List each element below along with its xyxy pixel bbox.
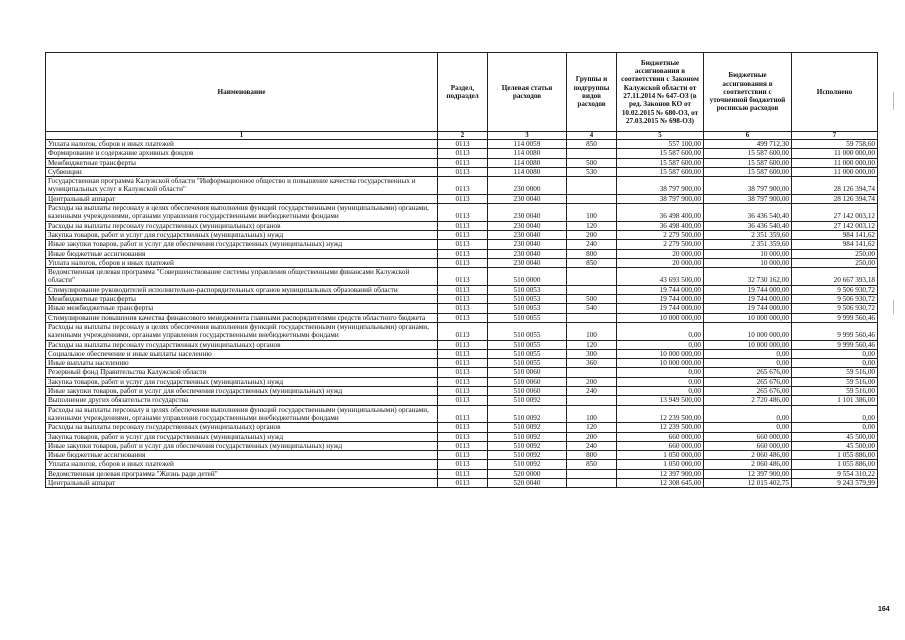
table-row	[46, 295, 878, 304]
row-budget-law: 20 000,00	[617, 249, 704, 258]
row-name: Иные закупки товаров, работ и услуг для обеспечения государственных (муниципальных) нужд	[46, 441, 438, 450]
row-target-article: 510 0092	[488, 451, 567, 460]
table-row	[46, 304, 878, 313]
row-executed: 0,00	[792, 405, 878, 423]
row-expense-group: 120	[567, 340, 617, 349]
col-num: 1	[46, 132, 438, 140]
row-target-article: 230 0040	[488, 230, 567, 239]
row-target-article: 510 0092	[488, 441, 567, 450]
row-budget-law: 36 498 400,00	[617, 204, 704, 222]
table-row	[46, 230, 878, 239]
row-budget-law: 1 050 000,00	[617, 451, 704, 460]
table-row	[46, 221, 878, 230]
table-row	[46, 313, 878, 322]
row-budget-law: 19 744 000,00	[617, 304, 704, 313]
row-expense-group: 120	[567, 423, 617, 432]
row-executed: 11 000 000,00	[792, 167, 878, 176]
row-section: 0113	[438, 177, 488, 195]
row-executed: 984 141,62	[792, 230, 878, 239]
row-budget-updated: 265 676,00	[704, 368, 792, 377]
row-section: 0113	[438, 368, 488, 377]
row-budget-updated: 2 060 486,00	[704, 451, 792, 460]
row-section: 0113	[438, 359, 488, 368]
row-expense-group	[567, 396, 617, 405]
row-executed: 28 126 394,74	[792, 194, 878, 203]
row-executed: 1 055 886,00	[792, 451, 878, 460]
row-target-article: 510 0092	[488, 405, 567, 423]
row-name: Государственная программа Калужской области "Информационное общество и повышение качества государственных и муниципальных услуг в Калужской области"	[46, 177, 438, 195]
row-target-article: 114 0080	[488, 149, 567, 158]
row-name: Иные закупки товаров, работ и услуг для обеспечения государственных (муниципальных) нужд	[46, 387, 438, 396]
row-target-article: 510 0092	[488, 423, 567, 432]
row-section: 0113	[438, 285, 488, 294]
row-budget-law: 12 308 645,00	[617, 478, 704, 487]
row-expense-group: 500	[567, 295, 617, 304]
row-budget-law: 10 000 000,00	[617, 313, 704, 322]
row-name: Иные выплаты населению	[46, 359, 438, 368]
row-target-article: 510 0055	[488, 340, 567, 349]
row-target-article: 510 0053	[488, 295, 567, 304]
row-target-article: 520 0040	[488, 478, 567, 487]
row-expense-group	[567, 478, 617, 487]
row-budget-law: 20 000,00	[617, 258, 704, 267]
row-name: Закупка товаров, работ и услуг для государственных (муниципальных) нужд	[46, 432, 438, 441]
row-budget-law: 2 279 500,00	[617, 240, 704, 249]
row-expense-group	[567, 313, 617, 322]
row-target-article: 230 0040	[488, 221, 567, 230]
row-budget-updated: 2 351 359,60	[704, 230, 792, 239]
column-number-row	[46, 132, 878, 140]
row-target-article: 510 0060	[488, 377, 567, 386]
row-executed: 9 999 560,46	[792, 340, 878, 349]
row-budget-law: 12 239 500,00	[617, 405, 704, 423]
row-budget-updated: 2 351 359,60	[704, 240, 792, 249]
row-budget-updated: 15 587 600,00	[704, 158, 792, 167]
row-section: 0113	[438, 396, 488, 405]
row-name: Социальное обеспечение и иные выплаты населению	[46, 349, 438, 358]
row-section: 0113	[438, 340, 488, 349]
row-budget-updated: 2 720 486,00	[704, 396, 792, 405]
row-executed: 59 516,00	[792, 387, 878, 396]
table-row	[46, 359, 878, 368]
row-executed: 20 667 393,18	[792, 268, 878, 286]
row-name: Выполнение других обязательств государства	[46, 396, 438, 405]
row-executed: 250,00	[792, 258, 878, 267]
row-budget-updated: 19 744 000,00	[704, 285, 792, 294]
table-row	[46, 194, 878, 203]
row-budget-law: 0,00	[617, 368, 704, 377]
row-expense-group	[567, 177, 617, 195]
row-expense-group: 200	[567, 432, 617, 441]
row-budget-updated: 660 000,00	[704, 441, 792, 450]
row-section: 0113	[438, 478, 488, 487]
table-row	[46, 396, 878, 405]
row-name: Ведомственная целевая программа "Совершенствование системы управления общественными финансами Калужской области"	[46, 268, 438, 286]
table-body	[46, 140, 878, 488]
row-budget-updated: 10 000,00	[704, 249, 792, 258]
row-budget-updated: 10 000 000,00	[704, 313, 792, 322]
row-expense-group: 850	[567, 140, 617, 149]
row-budget-updated: 38 797 900,00	[704, 177, 792, 195]
row-target-article: 230 0040	[488, 240, 567, 249]
row-target-article: 510 0092	[488, 460, 567, 469]
header-target-article: Целевая статья расходов	[488, 53, 567, 132]
header-executed: Исполнено	[792, 53, 878, 132]
row-expense-group	[567, 285, 617, 294]
row-budget-law: 660 000,00	[617, 441, 704, 450]
row-section: 0113	[438, 221, 488, 230]
row-section: 0113	[438, 387, 488, 396]
row-target-article: 114 0080	[488, 167, 567, 176]
row-name: Иные межбюджетные трансферты	[46, 304, 438, 313]
row-executed: 11 000 000,00	[792, 149, 878, 158]
row-executed: 0,00	[792, 359, 878, 368]
row-budget-updated: 36 436 540,40	[704, 204, 792, 222]
row-name: Расходы на выплаты персоналу в целях обеспечения выполнения функций государственными (муниципальными) органами, казенными учреждениями, органами управления государственными внебюджетными фондами	[46, 405, 438, 423]
row-executed: 9 554 310,22	[792, 469, 878, 478]
row-expense-group	[567, 268, 617, 286]
row-target-article: 230 0040	[488, 204, 567, 222]
row-name: Иные бюджетные ассигнования	[46, 451, 438, 460]
row-executed: 9 999 560,46	[792, 313, 878, 322]
row-expense-group: 120	[567, 221, 617, 230]
row-expense-group	[567, 469, 617, 478]
header-budget-law: Бюджетные ассигнования в соответствии с Законом Калужской области от 27.11.2014 № 647-ОЗ (в ред. Законов КО от 10.02.2015 № 680-ОЗ, от 27.03.2015 № 698-ОЗ)	[617, 53, 704, 132]
col-num: 7	[792, 132, 878, 140]
row-budget-updated: 10 000,00	[704, 258, 792, 267]
row-budget-updated: 19 744 000,00	[704, 304, 792, 313]
row-name: Закупка товаров, работ и услуг для государственных (муниципальных) нужд	[46, 230, 438, 239]
row-budget-law: 43 693 500,00	[617, 268, 704, 286]
row-budget-law: 15 587 600,00	[617, 158, 704, 167]
row-executed: 59 516,00	[792, 368, 878, 377]
table-row	[46, 405, 878, 423]
row-section: 0113	[438, 140, 488, 149]
row-name: Закупка товаров, работ и услуг для государственных (муниципальных) нужд	[46, 377, 438, 386]
row-name: Иные закупки товаров, работ и услуг для обеспечения государственных (муниципальных) нужд	[46, 240, 438, 249]
row-budget-updated: 12 015 402,75	[704, 478, 792, 487]
budget-table	[45, 52, 878, 488]
row-executed: 45 500,00	[792, 441, 878, 450]
page-number: 164	[878, 606, 890, 613]
row-budget-law: 15 587 600,00	[617, 149, 704, 158]
row-section: 0113	[438, 423, 488, 432]
row-budget-updated: 10 000 000,00	[704, 322, 792, 340]
row-budget-law: 0,00	[617, 377, 704, 386]
table-row	[46, 268, 878, 286]
row-budget-law: 0,00	[617, 322, 704, 340]
row-target-article: 510 0055	[488, 313, 567, 322]
row-executed: 59 758,60	[792, 140, 878, 149]
row-section: 0113	[438, 194, 488, 203]
row-name: Центральный аппарат	[46, 478, 438, 487]
row-budget-law: 0,00	[617, 340, 704, 349]
row-executed: 250,00	[792, 249, 878, 258]
row-expense-group: 300	[567, 349, 617, 358]
row-budget-updated: 15 587 600,00	[704, 167, 792, 176]
row-expense-group: 100	[567, 204, 617, 222]
row-section: 0113	[438, 405, 488, 423]
row-section: 0113	[438, 377, 488, 386]
row-name: Расходы на выплаты персоналу государственных (муниципальных) органов	[46, 423, 438, 432]
row-expense-group: 240	[567, 441, 617, 450]
row-target-article: 510 0055	[488, 349, 567, 358]
table-row	[46, 285, 878, 294]
table-row	[46, 204, 878, 222]
col-num: 3	[488, 132, 567, 140]
row-section: 0113	[438, 295, 488, 304]
table-row	[46, 469, 878, 478]
row-name: Уплата налогов, сборов и иных платежей	[46, 460, 438, 469]
row-executed: 9 506 930,72	[792, 304, 878, 313]
row-name: Межбюджетные трансферты	[46, 295, 438, 304]
row-target-article: 230 0040	[488, 194, 567, 203]
col-num: 4	[567, 132, 617, 140]
row-expense-group: 100	[567, 405, 617, 423]
row-name: Расходы на выплаты персоналу государственных (муниципальных) органов	[46, 221, 438, 230]
row-target-article: 510 0055	[488, 322, 567, 340]
table-row	[46, 177, 878, 195]
row-expense-group: 100	[567, 322, 617, 340]
row-expense-group	[567, 368, 617, 377]
row-expense-group: 540	[567, 304, 617, 313]
row-budget-updated: 0,00	[704, 423, 792, 432]
row-budget-updated: 660 000,00	[704, 432, 792, 441]
table-row	[46, 349, 878, 358]
table-row	[46, 441, 878, 450]
row-executed: 0,00	[792, 349, 878, 358]
row-budget-law: 36 498 400,00	[617, 221, 704, 230]
row-executed: 27 142 003,12	[792, 204, 878, 222]
row-executed: 59 516,00	[792, 377, 878, 386]
row-budget-updated: 499 712,30	[704, 140, 792, 149]
col-num: 2	[438, 132, 488, 140]
table-row	[46, 478, 878, 487]
row-name: Стимулирование повышения качества финансового менеджмента главными распорядителями средств областного бюджета	[46, 313, 438, 322]
row-section: 0113	[438, 349, 488, 358]
row-section: 0113	[438, 441, 488, 450]
budget-table-container	[45, 52, 877, 488]
row-budget-law: 12 239 500,00	[617, 423, 704, 432]
row-budget-law: 12 397 900,00	[617, 469, 704, 478]
row-expense-group: 200	[567, 230, 617, 239]
row-name: Формирование и содержание архивных фондов	[46, 149, 438, 158]
row-section: 0113	[438, 149, 488, 158]
row-expense-group: 850	[567, 258, 617, 267]
row-executed: 1 055 886,00	[792, 460, 878, 469]
row-executed: 1 101 386,00	[792, 396, 878, 405]
row-target-article: 510 0092	[488, 396, 567, 405]
row-section: 0113	[438, 313, 488, 322]
row-expense-group: 530	[567, 167, 617, 176]
row-section: 0113	[438, 460, 488, 469]
row-target-article: 510 0053	[488, 285, 567, 294]
row-section: 0113	[438, 249, 488, 258]
row-section: 0113	[438, 268, 488, 286]
row-expense-group: 800	[567, 249, 617, 258]
table-row	[46, 451, 878, 460]
row-executed: 9 506 930,72	[792, 285, 878, 294]
row-executed: 11 000 000,00	[792, 158, 878, 167]
table-row	[46, 387, 878, 396]
row-budget-law: 10 000 000,00	[617, 359, 704, 368]
row-target-article: 114 0059	[488, 140, 567, 149]
table-row	[46, 368, 878, 377]
row-name: Субвенции	[46, 167, 438, 176]
col-num: 5	[617, 132, 704, 140]
row-budget-updated: 265 676,00	[704, 387, 792, 396]
table-row	[46, 249, 878, 258]
row-budget-law: 660 000,00	[617, 432, 704, 441]
row-section: 0113	[438, 158, 488, 167]
row-budget-updated: 32 730 162,00	[704, 268, 792, 286]
row-expense-group: 360	[567, 359, 617, 368]
row-budget-law: 1 050 000,00	[617, 460, 704, 469]
row-target-article: 510 0060	[488, 387, 567, 396]
row-expense-group: 240	[567, 240, 617, 249]
table-row	[46, 240, 878, 249]
row-section: 0113	[438, 322, 488, 340]
row-budget-law: 19 744 000,00	[617, 285, 704, 294]
row-target-article: 114 0080	[488, 158, 567, 167]
row-name: Уплата налогов, сборов и иных платежей	[46, 258, 438, 267]
table-row	[46, 432, 878, 441]
row-target-article: 230 0000	[488, 177, 567, 195]
row-target-article: 230 0040	[488, 249, 567, 258]
row-target-article: 510 0060	[488, 368, 567, 377]
row-target-article: 510 0053	[488, 304, 567, 313]
row-budget-updated: 36 436 540,40	[704, 221, 792, 230]
row-budget-updated: 0,00	[704, 359, 792, 368]
row-section: 0113	[438, 469, 488, 478]
row-executed: 9 999 560,46	[792, 322, 878, 340]
header-section: Раздел, подраздел	[438, 53, 488, 132]
row-budget-law: 0,00	[617, 387, 704, 396]
table-row	[46, 460, 878, 469]
row-section: 0113	[438, 304, 488, 313]
table-row	[46, 140, 878, 149]
row-expense-group: 200	[567, 377, 617, 386]
row-executed: 9 506 930,72	[792, 295, 878, 304]
row-expense-group: 850	[567, 460, 617, 469]
header-name: Наименование	[46, 53, 438, 132]
row-budget-updated: 2 060 486,00	[704, 460, 792, 469]
row-budget-law: 557 100,00	[617, 140, 704, 149]
row-expense-group: 240	[567, 387, 617, 396]
row-name: Расходы на выплаты персоналу государственных (муниципальных) органов	[46, 340, 438, 349]
row-executed: 9 243 579,99	[792, 478, 878, 487]
row-name: Межбюджетные трансферты	[46, 158, 438, 167]
row-executed: 984 141,62	[792, 240, 878, 249]
row-budget-law: 38 797 900,00	[617, 177, 704, 195]
table-row	[46, 340, 878, 349]
row-budget-updated: 0,00	[704, 405, 792, 423]
row-executed: 0,00	[792, 423, 878, 432]
row-name: Ведомственная целевая программа "Жизнь ради детей"	[46, 469, 438, 478]
row-name: Резервный фонд Правительства Калужской области	[46, 368, 438, 377]
row-target-article: 520 0000	[488, 469, 567, 478]
row-name: Расходы на выплаты персоналу в целях обеспечения выполнения функций государственными (муниципальными) органами, казенными учреждениями, органами управления государственными внебюджетными фондами	[46, 204, 438, 222]
row-name: Стимулирование руководителей исполнительно-распорядительных органов муниципальных образований области	[46, 285, 438, 294]
row-name: Уплата налогов, сборов и иных платежей	[46, 140, 438, 149]
row-budget-updated: 12 397 900,00	[704, 469, 792, 478]
row-target-article: 510 0000	[488, 268, 567, 286]
row-expense-group	[567, 149, 617, 158]
table-row	[46, 377, 878, 386]
row-name: Расходы на выплаты персоналу в целях обеспечения выполнения функций государственными (муниципальными) органами, казенными учреждениями, органами управления государственными внебюджетными фондами	[46, 322, 438, 340]
header-expense-groups: Группы и подгруппы видов расходов	[567, 53, 617, 132]
row-expense-group: 800	[567, 451, 617, 460]
row-budget-updated: 38 797 900,00	[704, 194, 792, 203]
row-budget-law: 10 000 000,00	[617, 349, 704, 358]
row-budget-updated: 19 744 000,00	[704, 295, 792, 304]
header-budget-updated: Бюджетные ассигнования в соответствии с уточненной бюджетной росписью расходов	[704, 53, 792, 132]
row-executed: 45 500,00	[792, 432, 878, 441]
row-budget-updated: 10 000 000,00	[704, 340, 792, 349]
row-name: Центральный аппарат	[46, 194, 438, 203]
margin-mark	[893, 300, 894, 314]
row-section: 0113	[438, 258, 488, 267]
row-executed: 28 126 394,74	[792, 177, 878, 195]
table-row	[46, 149, 878, 158]
row-budget-law: 15 587 600,00	[617, 167, 704, 176]
row-budget-updated: 0,00	[704, 349, 792, 358]
row-budget-updated: 265 676,00	[704, 377, 792, 386]
row-section: 0113	[438, 240, 488, 249]
row-expense-group	[567, 194, 617, 203]
table-row	[46, 258, 878, 267]
row-section: 0113	[438, 204, 488, 222]
row-executed: 27 142 003,12	[792, 221, 878, 230]
row-target-article: 510 0092	[488, 432, 567, 441]
row-section: 0113	[438, 167, 488, 176]
row-section: 0113	[438, 432, 488, 441]
row-target-article: 230 0040	[488, 258, 567, 267]
row-section: 0113	[438, 451, 488, 460]
row-section: 0113	[438, 230, 488, 239]
table-row	[46, 158, 878, 167]
row-expense-group: 500	[567, 158, 617, 167]
margin-mark	[893, 92, 894, 110]
row-budget-updated: 15 587 600,00	[704, 149, 792, 158]
row-name: Иные бюджетные ассигнования	[46, 249, 438, 258]
row-budget-law: 2 279 500,00	[617, 230, 704, 239]
row-budget-law: 19 744 000,00	[617, 295, 704, 304]
header-row	[46, 53, 878, 132]
row-budget-law: 13 949 500,00	[617, 396, 704, 405]
table-row	[46, 322, 878, 340]
table-row	[46, 423, 878, 432]
row-budget-law: 38 797 900,00	[617, 194, 704, 203]
table-row	[46, 167, 878, 176]
col-num: 6	[704, 132, 792, 140]
row-target-article: 510 0055	[488, 359, 567, 368]
